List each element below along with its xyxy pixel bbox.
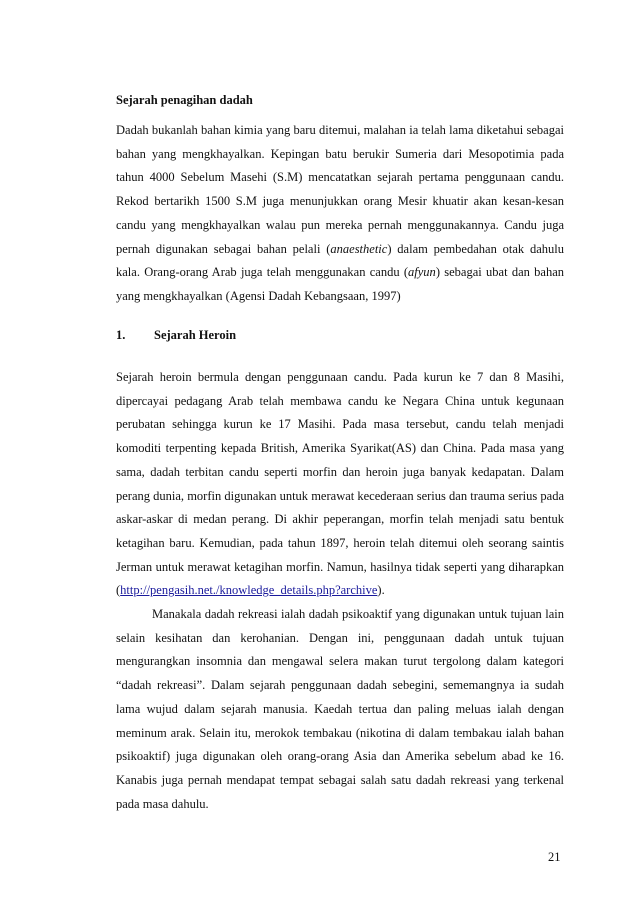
italic-term-afyun: afyun (408, 265, 436, 280)
paragraph-intro-text-3: ) sebagai ubat dan bahan yang mengkhayalkan (Agensi Dadah Kebangsaan, 1997) (116, 265, 565, 303)
page-number: 21 (548, 850, 561, 864)
reference-link[interactable]: http://pengasih.net./knowledge_details.php?archive (120, 583, 378, 598)
paragraph-recreational-drugs (116, 603, 564, 816)
italic-term-anaesthetic: anaesthetic (330, 241, 388, 256)
section-number: 1. (116, 328, 126, 342)
paragraph-heroin-text: Sejarah heroin bermula dengan penggunaan candu. Pada kurun ke 7 dan 8 Masihi, dipercayai pedagang Arab telah membawa candu ke Negara China untuk kegunaan perubatan sehingga kurun ke 17 Masihi. Pada masa tersebut, candu telah menjadi komoditi terpenting kepada British, Amerika Syarikat(AS) dan China. Pada masa yang sama, dadah terbitan candu seperti morfin dan heroin juga banyak kedapatan. Dalam perang dunia, morfin digunakan untuk merawat kecederaan serius dan trauma serius pada askar-askar di medan perang. Di akhir peperangan, morfin telah menjadi satu bentuk ketagihan baru. Kemudian, pada tahun 1897, heroin telah ditemui oleh seorang saintis Jerman untuk merawat ketagihan morfin. Namun, hasilnya tidak seperti yang diharapkan ( (116, 370, 564, 598)
paragraph-recreational-text: Manakala dadah rekreasi ialah dadah psikoaktif yang digunakan untuk tujuan lain selain kesihatan dan kerohanian. Dengan ini, penggunaan dadah untuk tujuan mengurangkan insomnia dan mengawal selera makan turut tergolong dalam kategori “dadah rekreasi”. Dalam sejarah penggunaan dadah sebegini, sememangnya ia sudah lama wujud dalam sejarah manusia. Kaedah tertua dan paling meluas ialah dengan meminum arak. Selain itu, merokok tembakau (nikotina di dalam tembakau ialah bahan psikoaktif) juga digunakan oleh orang-orang Asia dan Amerika sebelum abad ke 16. Kanabis juga pernah mendapat tempat sebagai salah satu dadah rekreasi yang terkenal pada masa dahulu. (116, 607, 564, 811)
paragraph-intro (116, 119, 564, 309)
section-heading-drug-addiction-history: Sejarah penagihan dadah (116, 93, 253, 107)
paragraph-intro-text-1: Dadah bukanlah bahan kimia yang baru ditemui, malahan ia telah lama diketahui sebagai bahan yang mengkhayalkan. Kepingan batu berukir Sumeria dari Mesopotimia pada tahun 4000 Sebelum Masehi (S.M) mencatatkan sejarah pertama penggunaan candu. Rekod bertarikh 1500 S.M juga menunjukkan orang Mesir khuatir akan kesan-kesan candu yang mengkhayalkan walau pun mereka pernah menggunakannya. Candu juga pernah digunakan sebagai bahan pelali ( (116, 123, 564, 256)
section-title-heroin (116, 326, 236, 344)
section-title-text: Sejarah Heroin (154, 328, 237, 342)
paragraph-intro-text-2: ) dalam pembedahan otak dahulu kala. Orang-orang Arab juga telah menggunakan candu ( (116, 241, 564, 280)
paragraph-heroin-history (116, 366, 564, 603)
paragraph-heroin-end: ). (377, 583, 385, 598)
